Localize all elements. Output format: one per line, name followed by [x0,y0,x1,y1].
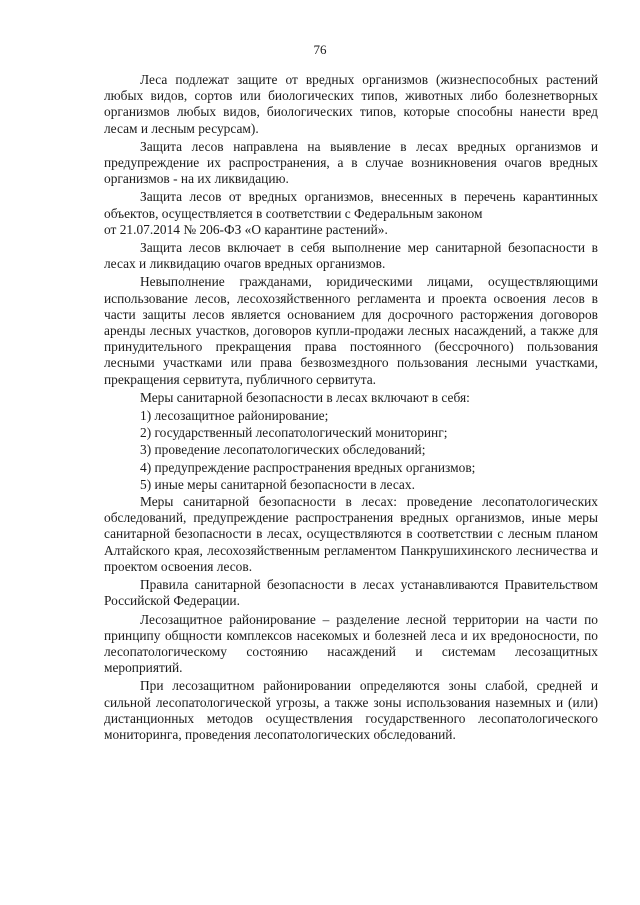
page-number: 76 [313,42,327,57]
list-item: 5) иные меры санитарной безопасности в лесах. [140,476,415,492]
paragraph-noncompliance: Невыполнение гражданами, юридическими лицами, осуществляющими использование лесов, лесохозяйственного регламента и проекта освоения лесов в части защиты лесов является основанием для досрочного расторжения договоров аренды лесных участков, договоров купли-продажи лесных насаждений, а также для принудительного прекращения права постоянного (бессрочного) пользования лесными участками или права безвозмездного пользования лесными участками, прекращения сервитута, публичного сервитута. [104,274,598,387]
paragraph-zoning-definition: Лесозащитное районирование – разделение лесной территории на части по принципу общности комплексов насекомых и болезней леса и их вредоносности, по лесопатологическому состоянию насаждений и системам лесозащитных мероприятий. [104,611,598,676]
paragraph-sanitary-rules: Правила санитарной безопасности в лесах устанавливаются Правительством Российской Федерации. [104,577,598,609]
paragraph-measures-implementation: Меры санитарной безопасности в лесах: проведение лесопатологических обследований, предупреждение распространения вредных организмов, иные меры санитарной безопасности в лесах, осуществляются в соответствии с лесным планом Алтайского края, лесохозяйственным регламентом Панкрушихинского лесничества и проектом освоения лесов. [104,494,598,574]
paragraph-protection-purpose: Защита лесов направлена на выявление в лесах вредных организмов и предупреждение их распространения, а в случае возникновения очагов вредных организмов - на их ликвидацию. [104,138,598,187]
paragraph-quarantine: Защита лесов от вредных организмов, внесенных в перечень карантинных объектов, осуществляется в соответствии с Федеральным законом [104,189,598,221]
list-item: 3) проведение лесопатологических обследований; [140,442,426,458]
list-item: 1) лесозащитное районирование; [140,408,329,424]
paragraph-federal-law: от 21.07.2014 № 206-ФЗ «О карантине растений». [104,221,388,237]
measures-list [104,408,598,493]
document-body [104,72,598,745]
list-item: 4) предупреждение распространения вредных организмов; [140,459,476,475]
paragraph-zoning-threat-zones: При лесозащитном районировании определяются зоны слабой, средней и сильной лесопатологической угрозы, а также зоны использования наземных и (или) дистанционных методов осуществления государственного лесопатологического мониторинга, проведения лесопатологических обследований. [104,678,598,742]
paragraph-forest-protection: Леса подлежат защите от вредных организмов (жизнеспособных растений любых видов, сортов или биологических типов, животных либо болезнетворных организмов любых видов, биологических типов, которые способны нанести вред лесам и лесным ресурсам). [104,72,598,136]
list-item: 2) государственный лесопатологический мониторинг; [140,425,448,441]
paragraph-sanitary-measures: Защита лесов включает в себя выполнение мер санитарной безопасности в лесах и ликвидацию очагов вредных организмов. [104,240,598,272]
paragraph-measures-intro: Меры санитарной безопасности в лесах включают в себя: [140,389,470,405]
